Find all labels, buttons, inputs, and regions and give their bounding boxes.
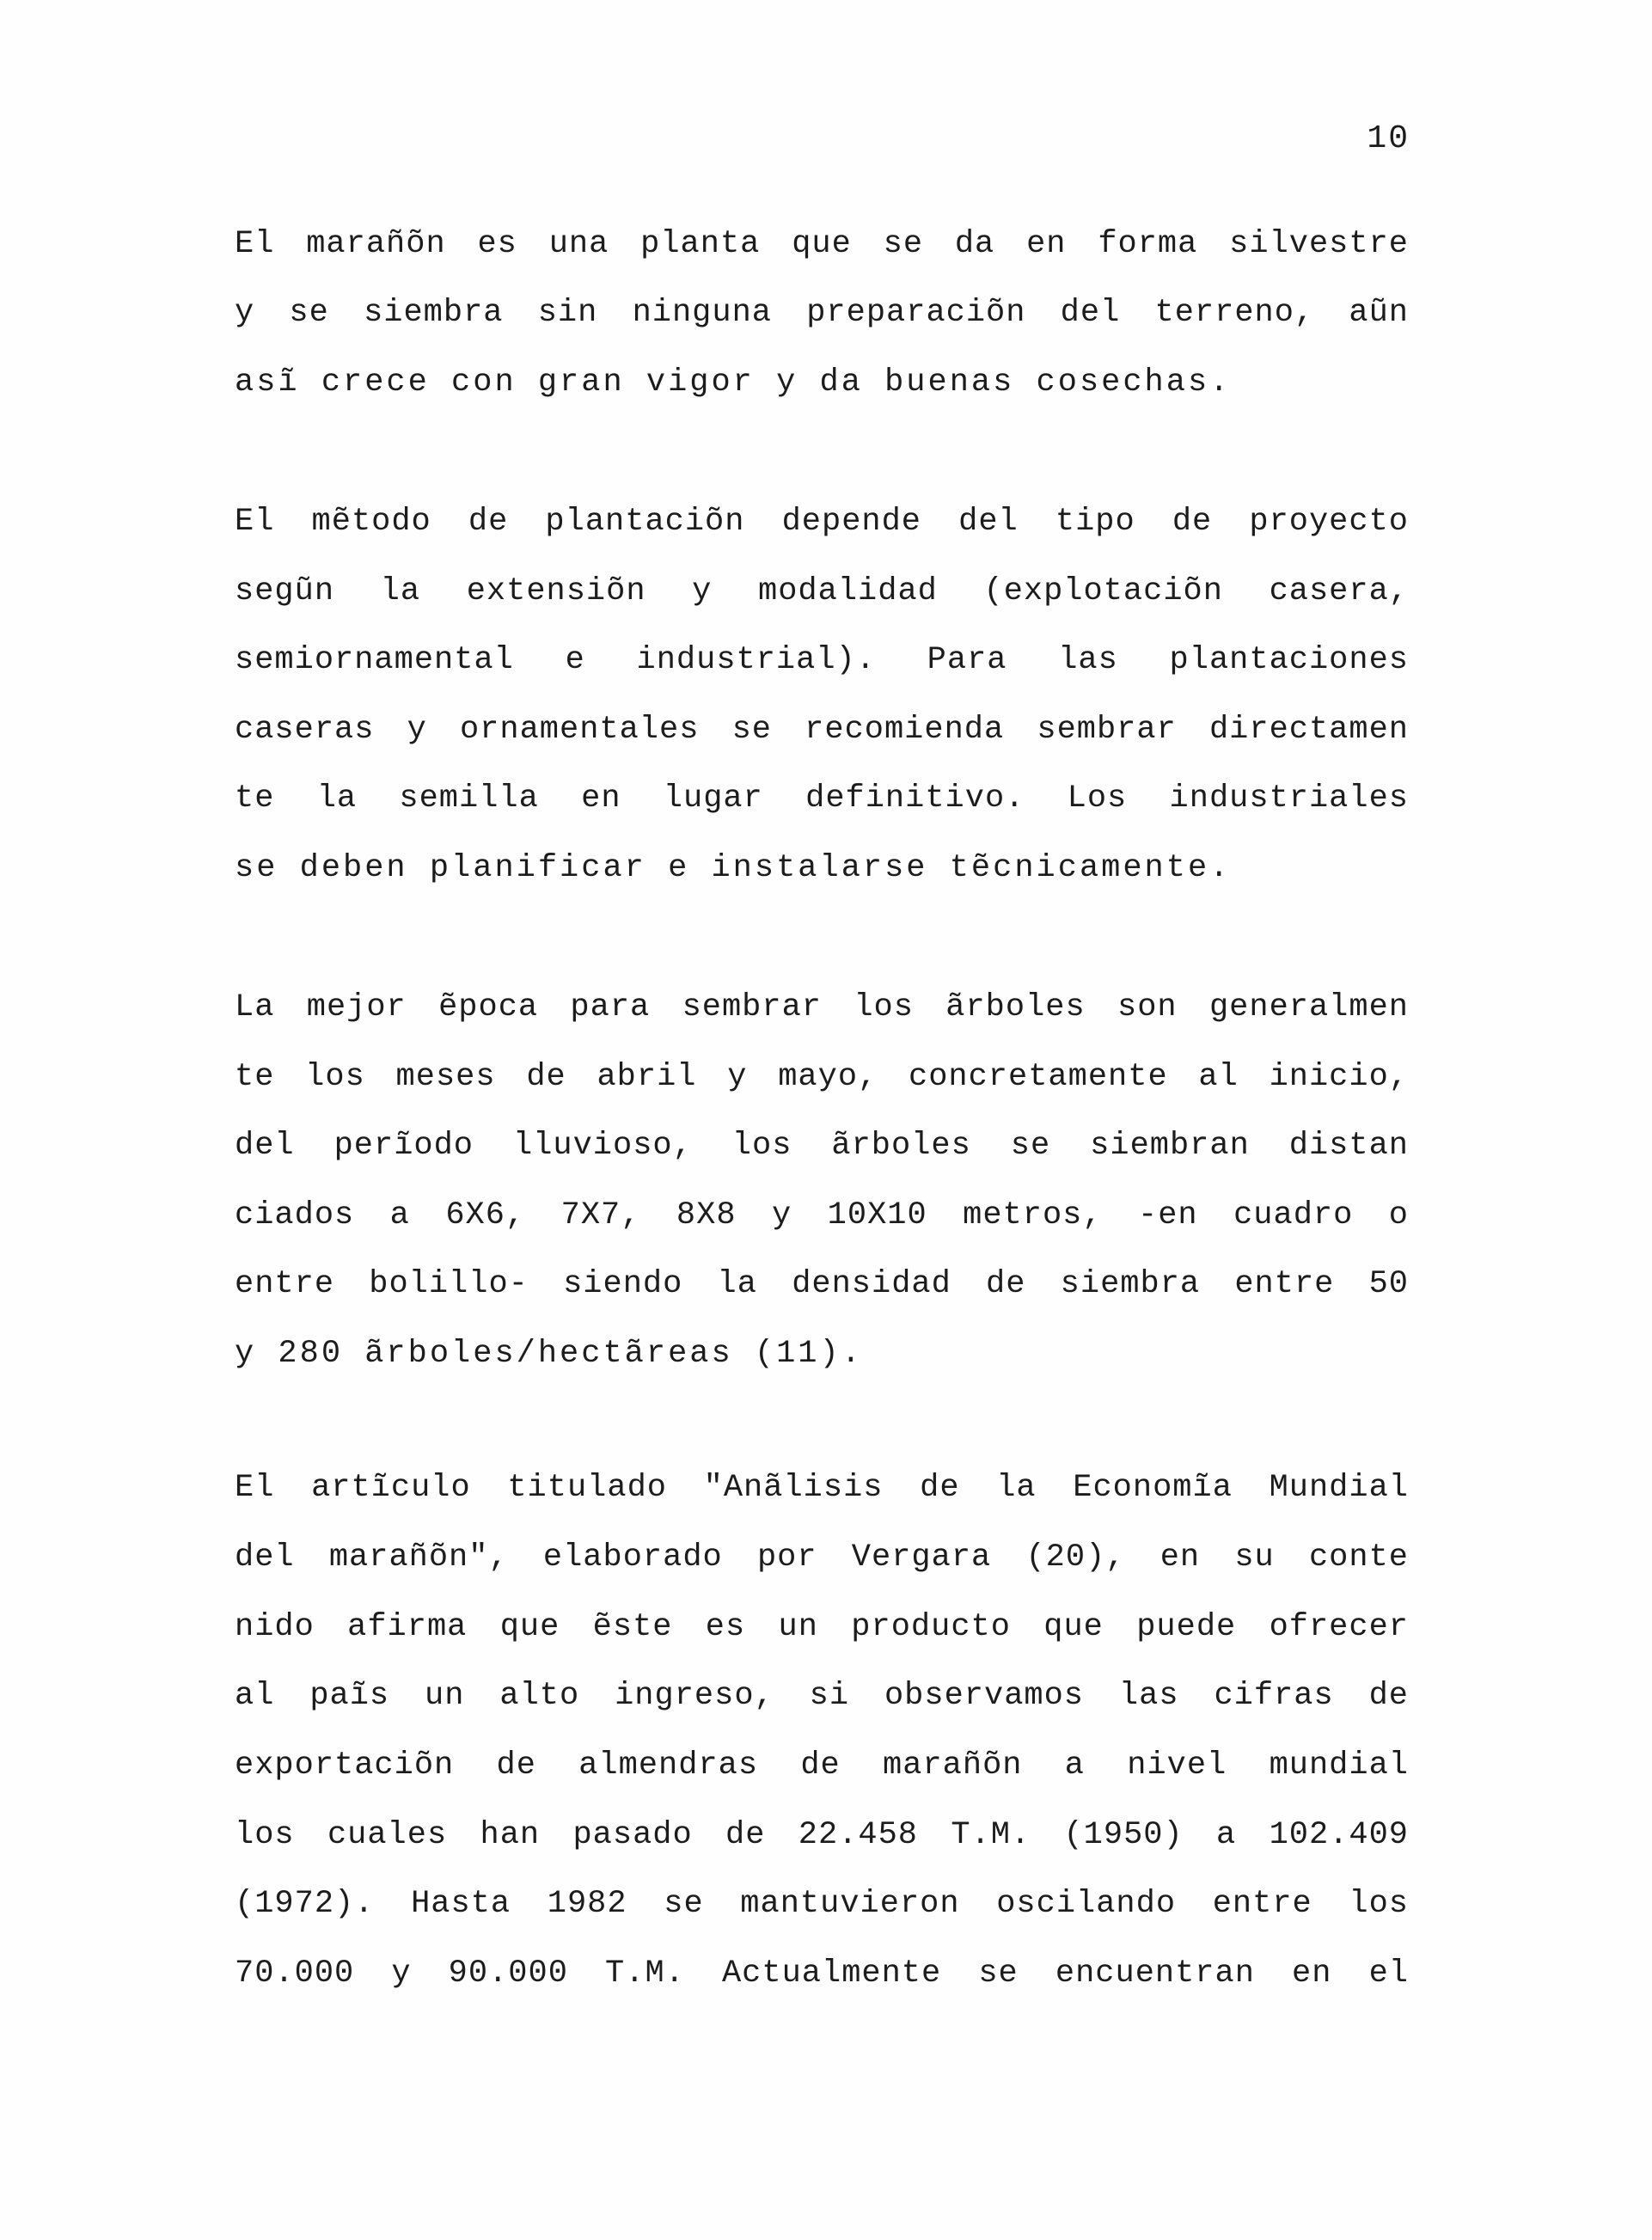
paragraph-4-line-1: El artĩculo titulado "Anãlisis de la Economĩa Mundial — [235, 1470, 1409, 1506]
paragraph-3-line-3: del perĩodo lluvioso, los ãrboles se siembran distan — [235, 1128, 1409, 1164]
paragraph-4-line-8: 70.000 y 90.000 T.M. Actualmente se encuentran en el — [235, 1955, 1409, 1992]
paragraph-3-line-2: te los meses de abril y mayo, concretamente al inicio, — [235, 1059, 1409, 1095]
paragraph-2-line-2: segũn la extensiõn y modalidad (explotaciõn casera, — [235, 573, 1409, 609]
paragraph-4-line-7: (1972). Hasta 1982 se mantuvieron oscilando entre los — [235, 1886, 1409, 1922]
paragraph-4-line-5: exportaciõn de almendras de marañõn a nivel mundial — [235, 1747, 1409, 1784]
page-number: 10 — [1367, 120, 1410, 157]
paragraph-1-line-1: El marañõn es una planta que se da en forma silvestre — [235, 226, 1409, 262]
paragraph-3-line-1: La mejor ẽpoca para sembrar los ãrboles son generalmen — [235, 989, 1409, 1025]
paragraph-3-line-6: y 280 ãrboles/hectãreas (11). — [235, 1336, 863, 1372]
paragraph-4-line-2: del marañõn", elaborado por Vergara (20), en su conte — [235, 1539, 1409, 1576]
paragraph-3-line-4: ciados a 6X6, 7X7, 8X8 y 10X10 metros, -en cuadro o — [235, 1197, 1409, 1233]
paragraph-1-line-3: asĩ crece con gran vigor y da buenas cosechas. — [235, 364, 1232, 401]
paragraph-4-line-3: nido afirma que ẽste es un producto que puede ofrecer — [235, 1609, 1409, 1645]
paragraph-2-line-4: caseras y ornamentales se recomienda sembrar directamen — [235, 712, 1409, 748]
paragraph-3-line-5: entre bolillo- siendo la densidad de siembra entre 50 — [235, 1266, 1409, 1302]
paragraph-4-line-4: al paĩs un alto ingreso, si observamos las cifras de — [235, 1678, 1409, 1714]
paragraph-4-line-6: los cuales han pasado de 22.458 T.M. (1950) a 102.409 — [235, 1817, 1409, 1853]
paragraph-2-line-6: se deben planificar e instalarse tẽcnicamente. — [235, 850, 1232, 886]
paragraph-2-line-1: El mẽtodo de plantaciõn depende del tipo de proyecto — [235, 504, 1409, 540]
paragraph-1-line-2: y se siembra sin ninguna preparaciõn del terreno, aũn — [235, 295, 1409, 331]
paragraph-2-line-5: te la semilla en lugar definitivo. Los industriales — [235, 780, 1409, 817]
paragraph-2-line-3: semiornamental e industrial). Para las plantaciones — [235, 642, 1409, 678]
